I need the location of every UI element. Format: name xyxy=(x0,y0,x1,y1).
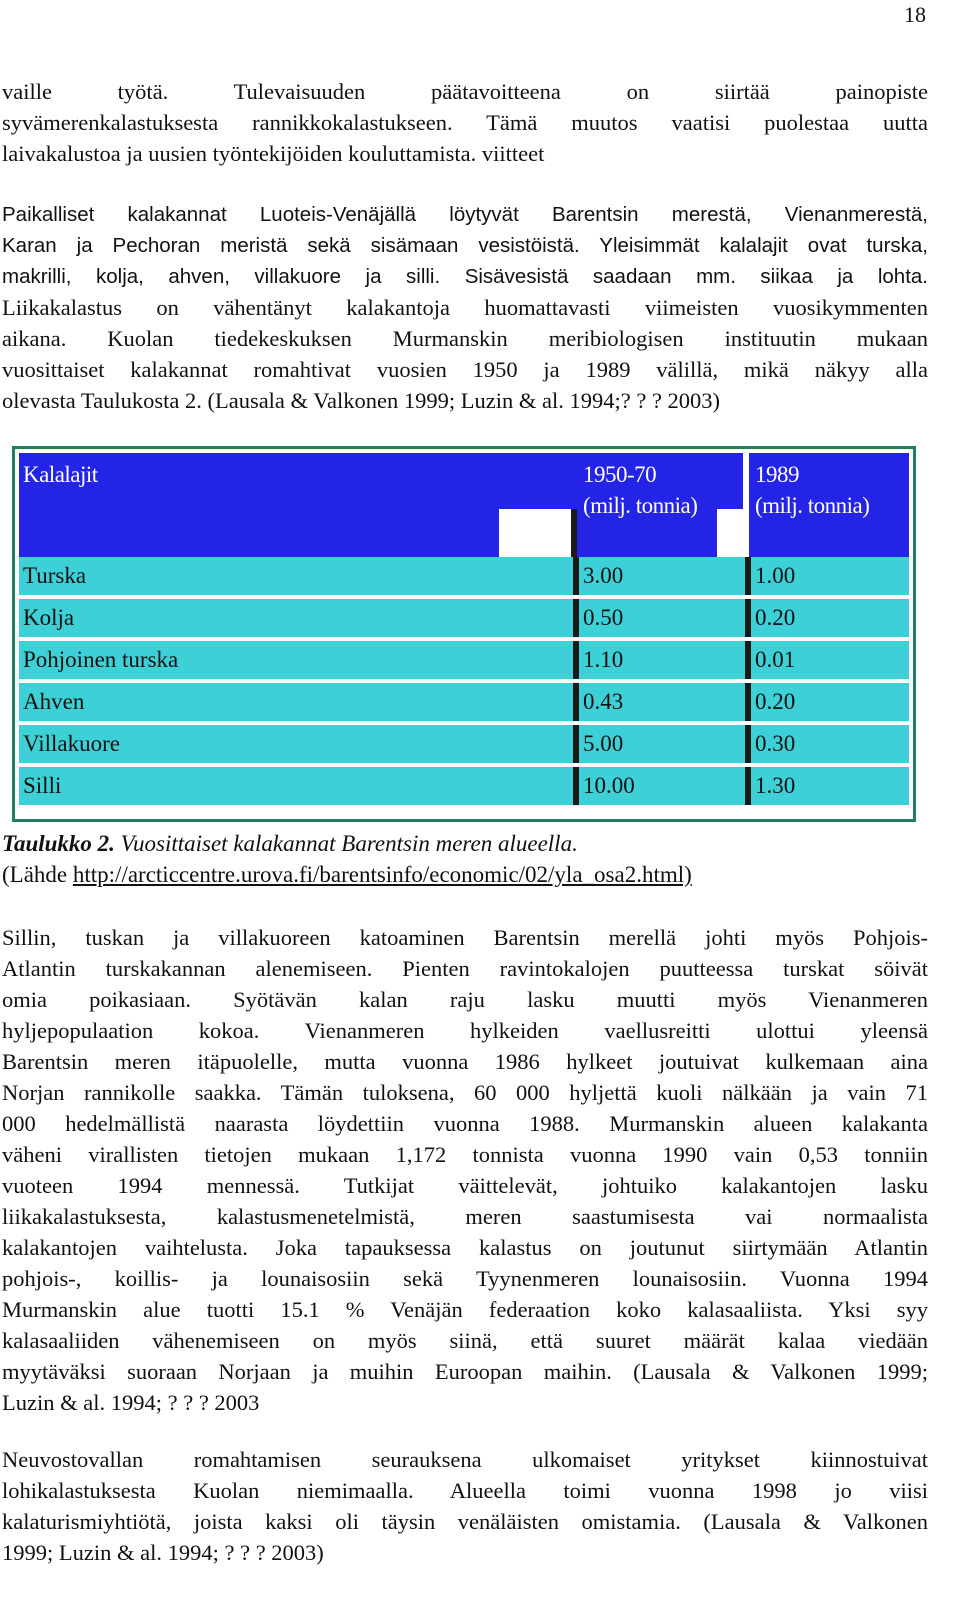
text-line: pohjois-, koillis- ja lounaisosiin sekä Tyynenmeren lounaisosiin. Vuonna 1994 xyxy=(2,1266,928,1291)
text-line: liikakalastuksesta, kalastusmenetelmistä, meren saastumisesta vai normaalista xyxy=(2,1204,928,1229)
header-1989-unit: (milj. tonnia) xyxy=(755,493,870,518)
value-1950-cell: 0.43 xyxy=(583,689,624,714)
table-caption xyxy=(2,828,692,890)
value-1950-cell: 5.00 xyxy=(583,731,624,756)
species-cell: Kolja xyxy=(23,605,75,630)
text-line: lohikalastuksesta Kuolan niemimaalla. Alueella toimi vuonna 1998 jo viisi xyxy=(2,1478,928,1503)
paragraph-4 xyxy=(2,1444,928,1568)
text-line: Neuvostovallan romahtamisen seurauksena ulkomaiset yritykset kiinnostuivat xyxy=(2,1447,928,1472)
source-link[interactable]: http://arcticcentre.urova.fi/barentsinfo/economic/02/yla_osa2.html) xyxy=(72,862,692,887)
species-cell: Villakuore xyxy=(23,731,120,756)
text-line: 000 hedelmällistä naarasta löydettiin vuonna 1988. Murmanskin alueen kalakanta xyxy=(2,1111,928,1136)
text-line: aikana. Kuolan tiedekeskuksen Murmanskin meribiologisen instituutin mukaan xyxy=(2,326,928,351)
header-1950-year: 1950-70 xyxy=(583,462,657,487)
text-line: Luzin & al. 1994; ? ? ? 2003 xyxy=(2,1390,260,1415)
value-1989-cell: 0.20 xyxy=(755,689,796,714)
text-line: kalaturismiyhtiötä, joista kaksi oli täysin venäläisten omistamia. (Lausala & Valkonen xyxy=(2,1509,928,1534)
value-1989-cell: 0.20 xyxy=(755,605,796,630)
table-row xyxy=(19,641,909,679)
text-line: Barentsin meren itäpuolelle, mutta vuonna 1986 hylkeet joutuivat kulkemaan aina xyxy=(2,1049,928,1074)
value-1989-cell: 0.01 xyxy=(755,647,796,672)
species-cell: Silli xyxy=(23,773,62,798)
text-line: Paikalliset kalakannat Luoteis-Venäjällä löytyvät Barentsin merestä, Vienanmerestä, xyxy=(2,203,928,226)
header-1989-year: 1989 xyxy=(755,462,799,487)
header-1950-unit: (milj. tonnia) xyxy=(583,493,698,518)
caption-label: Taulukko 2. xyxy=(2,831,115,856)
caption-text: Vuosittaiset kalakannat Barentsin meren alueella. xyxy=(114,831,578,856)
text-line: Atlantin turskakannan alenemiseen. Pienten ravintokalojen puutteessa turskat söivät xyxy=(2,956,928,981)
table-row xyxy=(19,599,909,637)
paragraph-3 xyxy=(2,922,928,1418)
value-1989-cell: 1.30 xyxy=(755,773,796,798)
species-cell: Turska xyxy=(23,563,87,588)
text-line: syvämerenkalastuksesta rannikkokalastukseen. Tämä muutos vaatisi puolestaa uutta xyxy=(2,110,928,135)
value-1989-cell: 0.30 xyxy=(755,731,796,756)
header-species: Kalalajit xyxy=(23,462,98,487)
table-header xyxy=(19,453,909,557)
table-row xyxy=(19,683,909,721)
text-line: Liikakalastus on vähentänyt kalakantoja huomattavasti viimeisten vuosikymmenten xyxy=(2,295,928,320)
text-line: Sillin, tuskan ja villakuoreen katoaminen Barentsin merellä johti myös Pohjois- xyxy=(2,925,928,950)
text-line: makrilli, kolja, ahven, villakuore ja silli. Sisävesistä saadaan mm. siikaa ja lohta. xyxy=(2,265,928,288)
paragraph-2 xyxy=(2,199,928,416)
value-1950-cell: 3.00 xyxy=(583,563,624,588)
page-number: 18 xyxy=(904,2,926,27)
value-1950-cell: 10.00 xyxy=(583,773,635,798)
source-prefix: (Lähde xyxy=(2,862,73,887)
text-line: olevasta Taulukosta 2. (Lausala & Valkonen 1999; Luzin & al. 1994;? ? ? 2003) xyxy=(2,388,721,413)
text-line: laivakalustoa ja uusien työntekijöiden kouluttamista. viitteet xyxy=(2,141,545,166)
text-line: väheni virallisten tietojen mukaan 1,172 tonnista vuonna 1990 vain 0,53 tonniin xyxy=(2,1142,928,1167)
table-row xyxy=(19,767,909,805)
text-line: 1999; Luzin & al. 1994; ? ? ? 2003) xyxy=(2,1540,324,1565)
species-cell: Ahven xyxy=(23,689,85,714)
text-line: kalakantojen vaihtelusta. Joka tapauksessa kalastus on joutunut siirtymään Atlantin xyxy=(2,1235,928,1260)
text-line: omia poikasiaan. Syötävän kalan raju lasku muutti myös Vienanmeren xyxy=(2,987,928,1012)
table-row xyxy=(19,725,909,763)
value-1950-cell: 1.10 xyxy=(583,647,624,672)
paragraph-1 xyxy=(2,76,928,169)
text-line: Norjan rannikolle saakka. Tämän tuloksena, 60 000 hyljettä kuoli nälkään ja vain 71 xyxy=(2,1080,928,1105)
text-line: Murmanskin alue tuotti 15.1 % Venäjän federaation koko kalasaaliista. Yksi syy xyxy=(2,1297,928,1322)
text-line: vaille työtä. Tulevaisuuden päätavoitteena on siirtää painopiste xyxy=(2,79,928,104)
text-line: kalasaaliiden vähenemiseen on myös siinä, että suuret määrät kalaa viedään xyxy=(2,1328,928,1353)
species-cell: Pohjoinen turska xyxy=(23,647,179,672)
value-1950-cell: 0.50 xyxy=(583,605,624,630)
table-row xyxy=(19,557,909,595)
text-line: vuoteen 1994 mennessä. Tutkijat väittelevät, johtuiko kalakantojen lasku xyxy=(2,1173,928,1198)
fish-stock-table xyxy=(12,446,916,822)
value-1989-cell: 1.00 xyxy=(755,563,796,588)
text-line: myytäväksi suoraan Norjaan ja muihin Euroopan maihin. (Lausala & Valkonen 1999; xyxy=(2,1359,928,1384)
text-line: hyljepopulaation kokoa. Vienanmeren hylkeiden vaellusreitti ulottui yleensä xyxy=(2,1018,928,1043)
text-line: vuosittaiset kalakannat romahtivat vuosien 1950 ja 1989 välillä, mikä näkyy alla xyxy=(2,357,928,382)
text-line: Karan ja Pechoran meristä sekä sisämaan vesistöistä. Yleisimmät kalalajit ovat turska, xyxy=(2,234,928,257)
